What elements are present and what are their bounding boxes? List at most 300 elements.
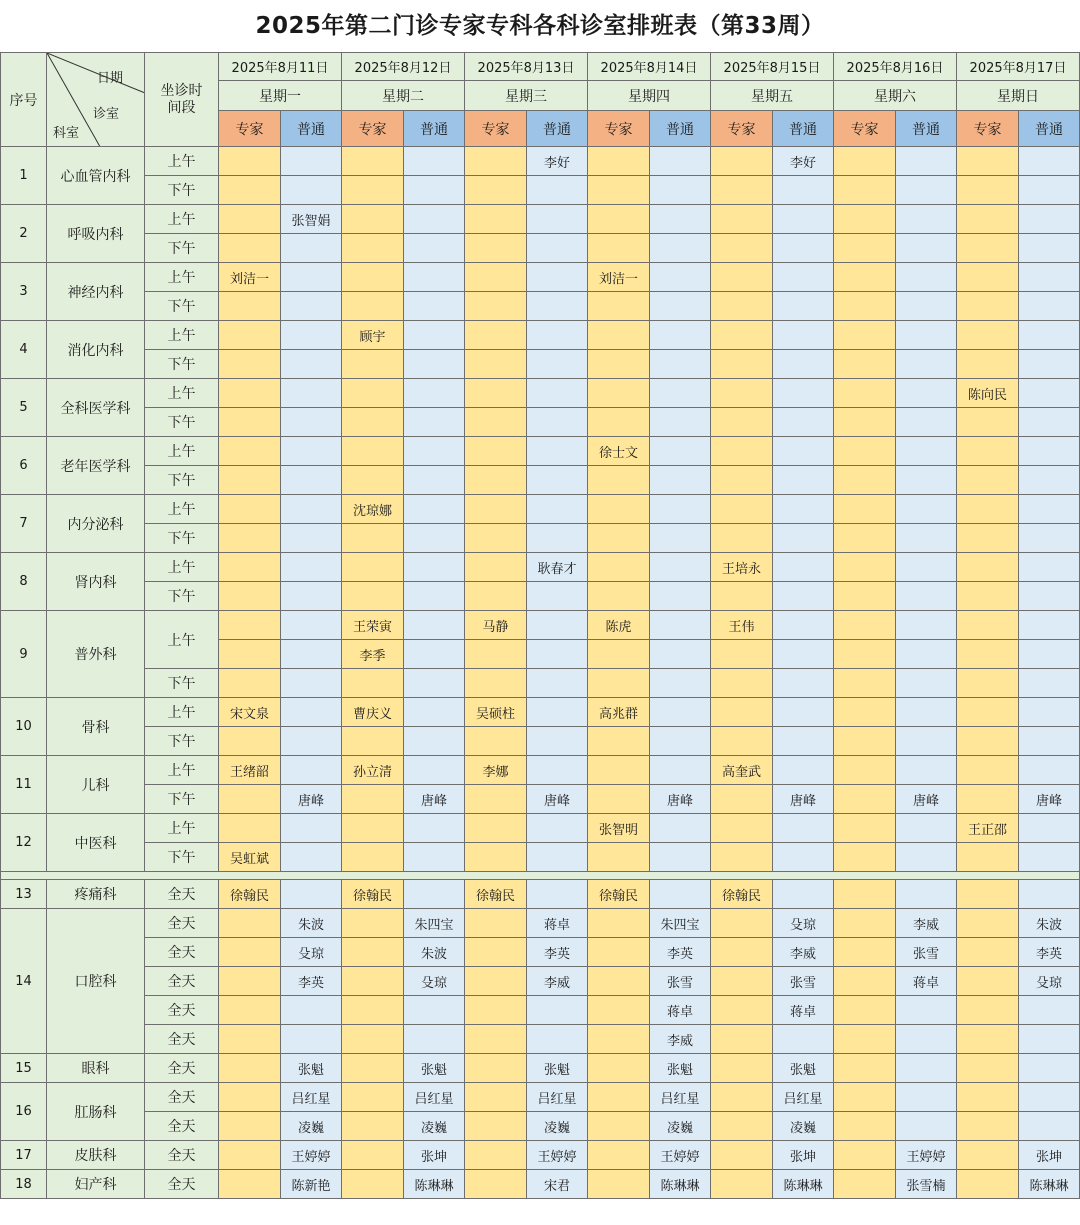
header-regular: 普通 [896,111,957,147]
expert-slot [588,756,650,785]
expert-slot [342,669,404,698]
header-date: 2025年8月11日 [219,53,342,81]
expert-slot: 马静 [465,611,527,640]
expert-slot [711,1025,773,1054]
expert-slot [588,785,650,814]
regular-slot [1019,234,1080,263]
expert-slot [711,524,773,553]
header-weekday: 星期四 [588,81,711,111]
dept-seq: 16 [1,1083,47,1141]
expert-slot [465,785,527,814]
regular-slot [773,379,834,408]
expert-slot [588,1083,650,1112]
regular-slot [527,669,588,698]
regular-slot [527,843,588,872]
expert-slot [465,466,527,495]
regular-slot [650,582,711,611]
expert-slot [219,466,281,495]
expert-slot [711,843,773,872]
regular-slot [773,843,834,872]
expert-slot [711,909,773,938]
expert-slot [957,698,1019,727]
expert-slot [465,205,527,234]
expert-slot [588,669,650,698]
regular-slot [404,996,465,1025]
expert-slot [342,909,404,938]
header-diag-dept: 科室 [53,126,80,141]
regular-slot [404,553,465,582]
expert-slot [588,350,650,379]
dept-name: 疼痛科 [47,880,145,909]
period-cell: 上午 [145,814,219,843]
expert-slot [834,176,896,205]
expert-slot [342,582,404,611]
regular-slot: 唐峰 [527,785,588,814]
regular-slot [896,524,957,553]
expert-slot [588,292,650,321]
regular-slot: 张坤 [404,1141,465,1170]
expert-slot: 徐翰民 [219,880,281,909]
regular-slot [527,379,588,408]
regular-slot [896,408,957,437]
regular-slot [773,524,834,553]
period-cell: 全天 [145,1170,219,1199]
expert-slot [219,1083,281,1112]
expert-slot [957,785,1019,814]
regular-slot [650,611,711,640]
expert-slot [834,669,896,698]
regular-slot: 李英 [527,938,588,967]
expert-slot [957,669,1019,698]
expert-slot [711,785,773,814]
period-cell: 上午 [145,756,219,785]
table-row [1,909,1080,938]
regular-slot: 李威 [650,1025,711,1054]
expert-slot [957,1112,1019,1141]
regular-slot: 陈琳琳 [1019,1170,1080,1199]
expert-slot: 徐翰民 [342,880,404,909]
dept-seq: 3 [1,263,47,321]
regular-slot [650,350,711,379]
table-row [1,292,1080,321]
expert-slot [342,176,404,205]
header-regular: 普通 [527,111,588,147]
expert-slot [342,147,404,176]
table-row [1,495,1080,524]
regular-slot [1019,176,1080,205]
regular-slot [650,524,711,553]
regular-slot: 唐峰 [773,785,834,814]
expert-slot [711,1083,773,1112]
expert-slot [957,880,1019,909]
expert-slot [219,408,281,437]
regular-slot [527,582,588,611]
regular-slot [1019,1083,1080,1112]
regular-slot [527,698,588,727]
regular-slot [1019,524,1080,553]
period-cell: 全天 [145,1141,219,1170]
regular-slot: 唐峰 [896,785,957,814]
regular-slot [773,495,834,524]
dept-seq: 7 [1,495,47,553]
regular-slot [1019,669,1080,698]
expert-slot [465,843,527,872]
regular-slot [650,553,711,582]
table-row [1,1054,1080,1083]
regular-slot: 张雪楠 [896,1170,957,1199]
regular-slot [650,698,711,727]
expert-slot [342,814,404,843]
expert-slot [834,292,896,321]
regular-slot [404,321,465,350]
regular-slot: 吕红星 [650,1083,711,1112]
expert-slot [588,1141,650,1170]
expert-slot [711,1141,773,1170]
expert-slot [342,996,404,1025]
regular-slot: 凌巍 [527,1112,588,1141]
expert-slot [711,1054,773,1083]
regular-slot [404,147,465,176]
regular-slot [773,263,834,292]
header-date: 2025年8月12日 [342,53,465,81]
expert-slot [219,524,281,553]
dept-name: 儿科 [47,756,145,814]
expert-slot: 沈琼娜 [342,495,404,524]
regular-slot [404,350,465,379]
regular-slot [1019,205,1080,234]
regular-slot [281,996,342,1025]
expert-slot [342,1025,404,1054]
dept-name: 眼科 [47,1054,145,1083]
expert-slot [342,350,404,379]
regular-slot [527,437,588,466]
expert-slot [465,1025,527,1054]
expert-slot [588,1170,650,1199]
period-cell: 上午 [145,379,219,408]
regular-slot [281,698,342,727]
table-row [1,1170,1080,1199]
expert-slot [219,996,281,1025]
regular-slot [896,234,957,263]
regular-slot: 朱波 [281,909,342,938]
period-cell: 下午 [145,292,219,321]
regular-slot [896,611,957,640]
regular-slot [773,466,834,495]
regular-slot [281,350,342,379]
expert-slot [957,727,1019,756]
expert-slot [219,814,281,843]
regular-slot: 宋君 [527,1170,588,1199]
expert-slot: 高兆群 [588,698,650,727]
regular-slot: 张魁 [404,1054,465,1083]
schedule-table [0,52,1080,1199]
regular-slot [896,263,957,292]
expert-slot [834,727,896,756]
regular-slot [527,176,588,205]
regular-slot [650,756,711,785]
regular-slot: 凌巍 [281,1112,342,1141]
regular-slot [1019,292,1080,321]
period-cell: 上午 [145,147,219,176]
regular-slot: 凌巍 [650,1112,711,1141]
period-cell: 上午 [145,321,219,350]
expert-slot [465,176,527,205]
dept-name: 普外科 [47,611,145,698]
header-date: 2025年8月15日 [711,53,834,81]
period-cell: 全天 [145,938,219,967]
expert-slot [834,843,896,872]
regular-slot [896,1112,957,1141]
expert-slot [342,437,404,466]
expert-slot [834,466,896,495]
regular-slot: 张智娟 [281,205,342,234]
expert-slot [957,996,1019,1025]
table-row [1,350,1080,379]
regular-slot [773,611,834,640]
expert-slot [465,640,527,669]
period-cell: 下午 [145,408,219,437]
period-cell: 下午 [145,524,219,553]
expert-slot [465,967,527,996]
regular-slot [896,843,957,872]
header-date: 2025年8月14日 [588,53,711,81]
expert-slot [465,524,527,553]
expert-slot [957,408,1019,437]
expert-slot [957,1141,1019,1170]
dept-name: 老年医学科 [47,437,145,495]
expert-slot [957,582,1019,611]
expert-slot [957,321,1019,350]
regular-slot [773,350,834,379]
expert-slot [342,553,404,582]
regular-slot [281,524,342,553]
period-cell: 全天 [145,1054,219,1083]
header-weekday: 星期五 [711,81,834,111]
regular-slot [650,814,711,843]
expert-slot [957,234,1019,263]
regular-slot: 张魁 [281,1054,342,1083]
regular-slot: 张坤 [773,1141,834,1170]
regular-slot [404,698,465,727]
expert-slot: 徐翰民 [711,880,773,909]
regular-slot [404,640,465,669]
header-weekday: 星期日 [957,81,1080,111]
table-row [1,996,1080,1025]
expert-slot [465,582,527,611]
regular-slot [527,495,588,524]
regular-slot [650,147,711,176]
regular-slot [1019,350,1080,379]
dept-seq: 11 [1,756,47,814]
regular-slot: 唐峰 [650,785,711,814]
regular-slot [404,1025,465,1054]
expert-slot [957,350,1019,379]
expert-slot [711,408,773,437]
expert-slot [219,234,281,263]
expert-slot: 王伟 [711,611,773,640]
expert-slot [219,909,281,938]
regular-slot [896,698,957,727]
dept-seq: 15 [1,1054,47,1083]
regular-slot [773,408,834,437]
regular-slot [527,263,588,292]
expert-slot [834,205,896,234]
expert-slot: 陈向民 [957,379,1019,408]
header-diag-date: 日期 [97,71,124,86]
regular-slot: 李英 [281,967,342,996]
dept-seq: 10 [1,698,47,756]
regular-slot: 蒋卓 [527,909,588,938]
regular-slot [896,147,957,176]
table-row [1,1025,1080,1054]
expert-slot: 王正邵 [957,814,1019,843]
table-row [1,727,1080,756]
expert-slot [711,967,773,996]
period-cell: 下午 [145,350,219,379]
regular-slot: 唐峰 [281,785,342,814]
header-expert: 专家 [834,111,896,147]
expert-slot [834,1025,896,1054]
regular-slot [896,1054,957,1083]
expert-slot [957,843,1019,872]
dept-seq: 12 [1,814,47,872]
header-weekday: 星期六 [834,81,957,111]
regular-slot [527,205,588,234]
expert-slot [342,1170,404,1199]
regular-slot [281,756,342,785]
expert-slot [219,1170,281,1199]
regular-slot [281,727,342,756]
expert-slot [834,1083,896,1112]
expert-slot [834,437,896,466]
expert-slot [588,996,650,1025]
expert-slot [465,292,527,321]
expert-slot [219,350,281,379]
regular-slot [773,205,834,234]
expert-slot [219,785,281,814]
expert-slot [342,727,404,756]
regular-slot [650,408,711,437]
regular-slot [773,727,834,756]
regular-slot: 凌巍 [404,1112,465,1141]
table-row [1,408,1080,437]
expert-slot [834,379,896,408]
regular-slot [773,582,834,611]
expert-slot [342,379,404,408]
regular-slot [1019,843,1080,872]
expert-slot [219,495,281,524]
regular-slot [773,1025,834,1054]
header-expert: 专家 [465,111,527,147]
regular-slot [896,437,957,466]
regular-slot [281,147,342,176]
regular-slot [527,814,588,843]
regular-slot [1019,408,1080,437]
expert-slot [957,756,1019,785]
separator-cell [1,872,1080,880]
regular-slot [1019,321,1080,350]
expert-slot [588,582,650,611]
regular-slot [773,756,834,785]
expert-slot: 吴硕柱 [465,698,527,727]
expert-slot: 张智明 [588,814,650,843]
expert-slot [219,1141,281,1170]
table-row [1,785,1080,814]
regular-slot [281,437,342,466]
regular-slot [281,611,342,640]
table-row [1,880,1080,909]
header-weekday: 星期一 [219,81,342,111]
regular-slot [896,495,957,524]
regular-slot [281,814,342,843]
regular-slot [896,880,957,909]
regular-slot [404,843,465,872]
expert-slot [834,350,896,379]
expert-slot [957,967,1019,996]
expert-slot [711,350,773,379]
expert-slot [834,582,896,611]
period-cell: 全天 [145,996,219,1025]
expert-slot [465,727,527,756]
dept-seq: 13 [1,880,47,909]
regular-slot: 朱四宝 [404,909,465,938]
expert-slot [465,553,527,582]
period-cell: 下午 [145,176,219,205]
expert-slot [957,938,1019,967]
regular-slot [527,756,588,785]
expert-slot [957,1025,1019,1054]
regular-slot [1019,466,1080,495]
table-row [1,582,1080,611]
expert-slot [711,466,773,495]
expert-slot [342,524,404,553]
table-row [1,698,1080,727]
expert-slot [465,938,527,967]
expert-slot [834,321,896,350]
regular-slot [281,582,342,611]
period-cell: 下午 [145,669,219,698]
table-row [1,1112,1080,1141]
expert-slot [711,938,773,967]
expert-slot [834,408,896,437]
expert-slot: 刘洁一 [588,263,650,292]
table-row [1,756,1080,785]
regular-slot [281,843,342,872]
header-date: 2025年8月13日 [465,53,588,81]
expert-slot [711,727,773,756]
regular-slot: 蒋卓 [773,996,834,1025]
regular-slot: 张魁 [527,1054,588,1083]
expert-slot [957,263,1019,292]
expert-slot [834,698,896,727]
regular-slot [404,880,465,909]
regular-slot [1019,147,1080,176]
header-expert: 专家 [342,111,404,147]
period-cell: 上午 [145,553,219,582]
expert-slot: 孙立清 [342,756,404,785]
period-cell: 上午 [145,611,219,669]
regular-slot: 王婷婷 [896,1141,957,1170]
regular-slot: 朱波 [404,938,465,967]
expert-slot [834,880,896,909]
regular-slot [527,996,588,1025]
expert-slot [219,176,281,205]
regular-slot [281,263,342,292]
expert-slot [465,321,527,350]
regular-slot [527,408,588,437]
expert-slot [465,350,527,379]
expert-slot [588,495,650,524]
